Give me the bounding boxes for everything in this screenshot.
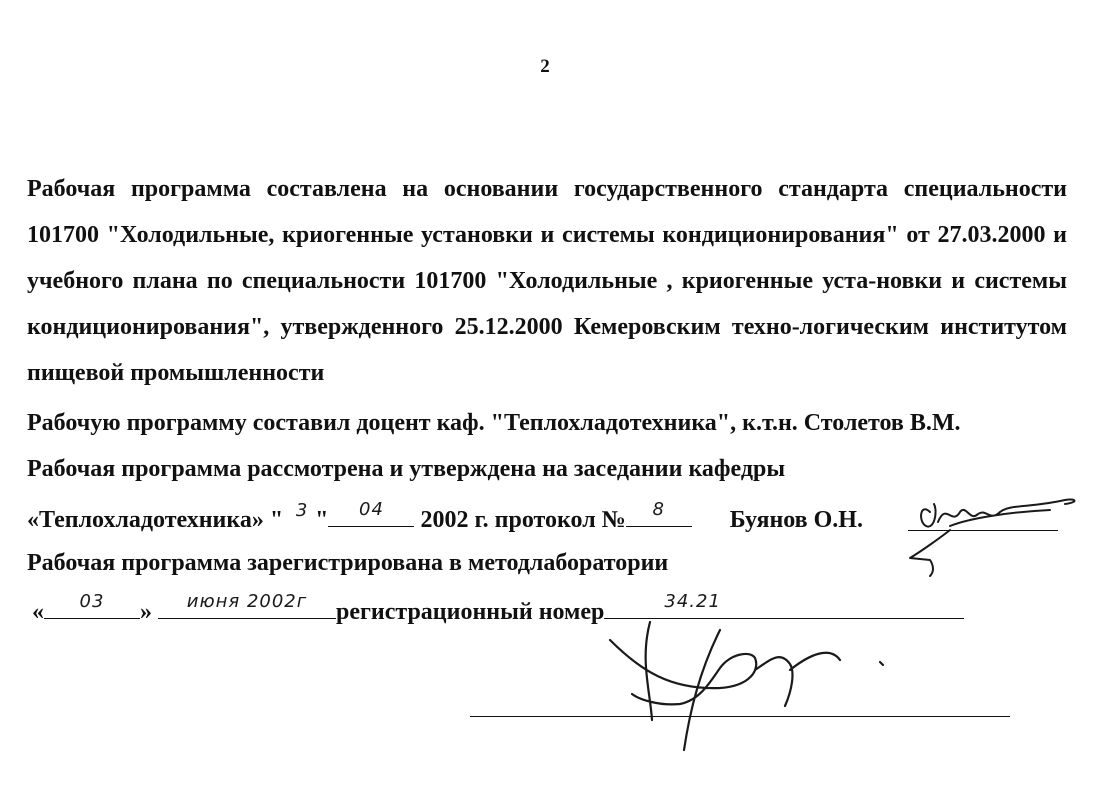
reg-number-handwritten: 34.21	[664, 591, 721, 612]
month-field	[328, 499, 414, 527]
page-number: 2	[540, 56, 550, 77]
quote-close: "	[315, 507, 329, 533]
day-field	[289, 500, 315, 527]
reg-day-handwritten: 03	[79, 591, 105, 612]
department-name: «Теплохладотехника» "	[27, 507, 284, 533]
day-handwritten: 3	[295, 500, 309, 521]
month-handwritten: 04	[359, 499, 384, 520]
quote-close-guillemet: »	[140, 599, 152, 625]
reg-day-field	[44, 591, 140, 619]
review-line: Рабочая программа рассмотрена и утверждена на заседании кафедры	[27, 456, 786, 482]
department-head: Буянов О.Н.	[729, 507, 863, 533]
reg-month-field	[158, 591, 336, 619]
protocol-handwritten: 8	[652, 499, 665, 520]
approval-line	[27, 499, 863, 535]
registered-line: Рабочая программа зарегистрирована в методлаборатории	[27, 550, 669, 576]
basis-paragraph: Рабочая программа составлена на основании государственного стандарта специальности 101700 "Холодильные, криогенные установки и системы кондиционирования" от 27.03.2000 и учебного плана по специальности 101700 "Холодильные , криогенные уста-новки и системы кондиционирования", утвержденного 25.12.2000 Кемеровским техно-логическим институтом пищевой промышленности	[27, 176, 1067, 386]
registration-number-label: регистрационный номер	[336, 599, 605, 625]
reg-month-handwritten: июня 2002г	[186, 591, 308, 612]
quote-open: «	[32, 599, 44, 625]
bottom-signature	[580, 610, 900, 760]
author-line: Рабочую программу составил доцент каф. "Теплохладотехника", к.т.н. Столетов В.М.	[27, 410, 961, 436]
year-protocol-label: 2002 г. протокол №	[420, 507, 626, 533]
protocol-field	[626, 499, 692, 527]
